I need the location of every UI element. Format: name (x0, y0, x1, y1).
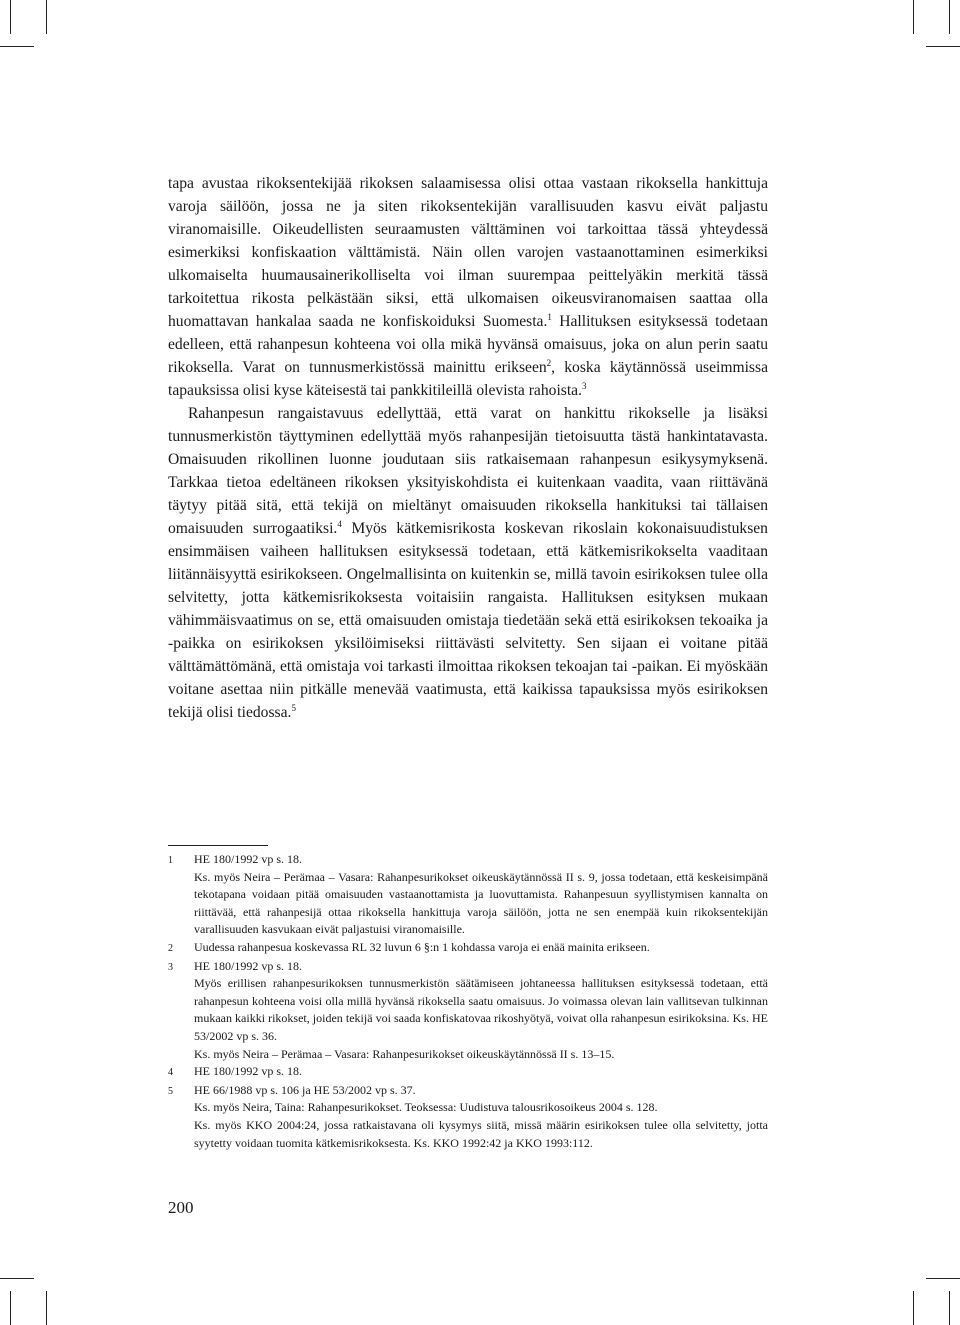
footnotes (168, 851, 768, 1152)
crop-mark (913, 0, 914, 34)
footnote-line: Myös erillisen rahanpesurikoksen tunnusmerkistön säätämiseen johtaneessa hallituksen esityksessä todetaan, että rahanpesun kohteena voisi olla millä hyvänsä rikoksella saatu omaisuus. Jo voimassa olevan lain vallitsevan tulkinnan mukaan kaikki rikokset, joiden tekijä voi saada konfiskatovaa rikoshyötyä, voivat olla rahanpesun esirikoksina. Ks. HE 53/2002 vp s. 36. (194, 976, 768, 1043)
body-text (168, 172, 768, 724)
footnote (168, 939, 768, 958)
crop-mark (0, 1278, 34, 1279)
footnote-line: Ks. myös Neira – Perämaa – Vasara: Rahanpesurikokset oikeuskäytännössä II s. 9, jossa todetaan, että keskeisimpänä tekotapana voidaan pitää omaisuuden vastaanottamista ja luovuttamista. Rahanpesuun syyllistymisen kannalta on riittävää, että rahanpesijä ottaa rikoksella hankittuja varoja säilöön, jotta ne sen enempää kuin rikoksentekijän varallisuuden kasvukaan eivät paljastuisi viranomaisille. (194, 869, 768, 937)
footnote-line: Ks. myös KKO 2004:24, jossa ratkaistavana oli kysymys siitä, missä määrin esirikoksen tulee olla selvitetty, jotta syytetty voidaan tuomita kätkemisrikoksesta. Ks. KKO 1992:42 ja KKO 1993:112. (194, 1117, 768, 1150)
footnote (168, 1063, 768, 1082)
crop-mark (926, 46, 960, 47)
footnote-number: 3 (168, 961, 173, 973)
footnote (168, 851, 768, 939)
footnote-line: Ks. myös Neira – Perämaa – Vasara: Rahanpesurikokset oikeuskäytännössä II s. 13–15. (194, 1046, 615, 1061)
text-run: Myös kätkemisrikosta koskevan rikoslain kokonaisuudistuksen ensimmäisen vaiheen hallituksen esityksessä todetaan, että kätkemisrikokselta vaaditaan liitännäisyyttä esirikokseen. Ongelmallisinta on kuitenkin se, millä tavoin esirikoksen tulee olla selvitetty, jotta kätkemisrikoksesta voitaisiin rangaista. Hallituksen esityksen mukaan vähimmäisvaatimus on se, että omaisuuden omistaja tiedetään sekä että esirikoksen tekoaika ja -paikka on esirikoksen yksilöimiseksi riittävästi selvitetty. Sen sijaan ei voitane pitää välttämättömänä, että omistaja voi tarkasti ilmoittaa rikoksen tekoajan tai -paikan. Ei myöskään voitane asettaa niin pitkälle menevää vaatimusta, että kaikissa tapauksissa myös esirikoksen tekijä olisi tiedossa. (168, 520, 768, 721)
footnote-number: 1 (168, 855, 173, 866)
footnote-number: 4 (168, 1067, 173, 1079)
footnote-line: HE 180/1992 vp s. 18. (194, 852, 302, 866)
footnote-number: 2 (168, 942, 173, 954)
footnote-text (194, 1063, 768, 1082)
footnote-ref[interactable]: 5 (291, 702, 296, 713)
crop-mark (10, 1291, 11, 1325)
footnote-ref[interactable]: 2 (546, 357, 552, 368)
footnote (168, 1082, 768, 1152)
text-run: Hallituksen esityksessä todetaan edelleen, että rahanpesun kohteena voi olla mikä hyvänsä omaisuus, joka on alun perin saatu rikoksella. Varat on tunnusmerkistössä mainittu erikseen (168, 313, 768, 376)
footnote-line: HE 180/1992 vp s. 18. (194, 1064, 302, 1079)
crop-mark (949, 0, 950, 34)
footnote-text (194, 958, 768, 1064)
crop-mark (913, 1291, 914, 1325)
footnote-text (194, 939, 768, 958)
footnote-line: Uudessa rahanpesua koskevassa RL 32 luvun 6 §:n 1 kohdassa varoja ei enää mainita erikseen. (194, 939, 650, 954)
text-run: , koska käytännössä useimmissa tapauksissa olisi kyse käteisestä tai pankkitileillä olevista rahoista. (168, 359, 768, 399)
text-run: tapa avustaa rikoksentekijää rikoksen salaamisessa olisi ottaa vastaan rikoksella hankittuja varoja säilöön, jossa ne ja siten rikoksentekijän varallisuuden kasvu eivät paljastu viranomaisille. Oikeudellisten seuraamusten välttäminen voi tarkoittaa tässä yhteydessä esimerkiksi konfiskaation välttämistä. Näin ollen varojen vastaanottaminen esimerkiksi ulkomaiselta huumausainerikolliselta voi ilman suurempaa peittelyäkin merkitä tässä tarkoitettua rikosta pelkästään siksi, että ulkomaisen oikeusviranomaisen saattaa olla huomattavan hankalaa saada ne konfiskoiduksi Suomesta. (168, 175, 768, 330)
crop-mark (46, 1291, 47, 1325)
footnote-line: HE 66/1988 vp s. 106 ja HE 53/2002 vp s. 37. (194, 1082, 416, 1097)
paragraph (168, 172, 768, 402)
footnote-ref[interactable]: 1 (547, 311, 552, 322)
footnote-line: HE 180/1992 vp s. 18. (194, 958, 302, 973)
footnote-text (194, 851, 768, 939)
footnote-ref[interactable]: 3 (582, 380, 587, 391)
footnote-number: 5 (168, 1085, 173, 1097)
page-number: 200 (168, 1198, 194, 1217)
footnote-ref[interactable]: 4 (337, 518, 342, 529)
crop-mark (0, 46, 34, 47)
text-run: Rahanpesun rangaistavuus edellyttää, että varat on hankittu rikokselle ja lisäksi tunnusmerkistön täyttyminen edellyttää myös rahanpesijän tietoisuutta tästä hankintatavasta. Omaisuuden rikollinen luonne joudutaan siis ratkaisemaan rahanpesun esikysymyksenä. Tarkkaa tietoa edeltäneen rikoksen yksityiskohdista ei kuitenkaan vaadita, vaan riittävänä täytyy pitää sitä, että tekijä on mieltänyt omaisuuden rikoksella hankituksi tai tällaisen omaisuuden surrogaatiksi. (168, 405, 768, 537)
crop-mark (949, 1291, 950, 1325)
crop-mark (926, 1278, 960, 1279)
paragraph (168, 402, 768, 724)
footnote-line: Ks. myös Neira, Taina: Rahanpesurikokset. Teoksessa: Uudistuva talousrikosoikeus 2004 s. 128. (194, 1100, 658, 1115)
footnote-separator (168, 845, 268, 846)
footnote-text (194, 1082, 768, 1152)
footnote (168, 958, 768, 1064)
crop-mark (10, 0, 11, 34)
crop-mark (46, 0, 47, 34)
